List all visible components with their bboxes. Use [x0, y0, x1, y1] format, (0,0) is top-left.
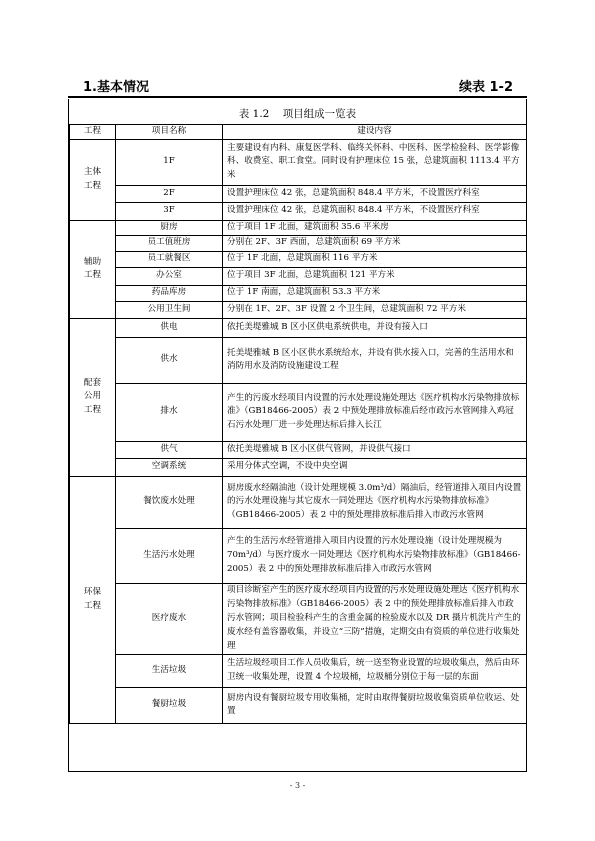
table-row — [70, 441, 527, 458]
item-name-cell: 空调系统 — [116, 458, 223, 476]
column-header: 项目名称 — [116, 125, 223, 140]
table-row — [70, 528, 527, 583]
content-cell: 依托美堤雅城 B 区小区供电系统供电，并设有接入口 — [223, 318, 527, 337]
section-title: 1.基本情况 — [83, 80, 149, 95]
content-cell: 厨房内设有餐厨垃圾专用收集桶，定时由取得餐厨垃圾收集资质单位收运、处置 — [223, 687, 527, 723]
continued-label: 续表 1-2 — [458, 80, 513, 95]
content-cell: 生活垃圾经项目工作人员收集后，统一送至物业设置的垃圾收集点，然后由环卫统一收集处理，设置 4 个垃圾桶，垃圾桶分别位于每一层的东面 — [223, 654, 527, 687]
content-cell: 托美堤雅城 B 区小区供水系统给水，并设有供水接入口，完善的生活用水和消防用水及消防设施建设工程 — [223, 337, 527, 383]
table-row — [70, 139, 527, 185]
table-row — [70, 235, 527, 251]
item-name-cell: 餐厨垃圾 — [116, 687, 223, 723]
item-name-cell: 厨房 — [116, 220, 223, 235]
content-cell: 设置护理床位 42 张，总建筑面积 848.4 平方米，不设置医疗科室 — [223, 202, 527, 220]
content-cell: 产生的生活污水经管道排入项目内设置的污水处理设施（设计处理规模为 70m³/d）与医疗废水一同处理达《医疗机构水污染物排放标准》（GB18466-2005）表 2 中的预处理排放标准后排入市政污水管网 — [223, 528, 527, 583]
table-row — [70, 337, 527, 383]
item-name-cell: 供气 — [116, 441, 223, 458]
item-name-cell: 餐饮废水处理 — [116, 476, 223, 528]
page-number: - 3 - — [289, 781, 306, 790]
content-cell: 位于项目 3F 北面，总建筑面积 121 平方米 — [223, 267, 527, 285]
item-name-cell: 员工值班房 — [116, 235, 223, 251]
item-name-cell: 供水 — [116, 337, 223, 383]
table-row — [70, 654, 527, 687]
table-row — [70, 185, 527, 202]
header-rule — [68, 96, 527, 98]
table-header-row — [70, 125, 527, 140]
content-cell: 产生的污废水经项目内设置的污水处理设施处理达《医疗机构水污染物排放标准》（GB18466-2005）表 2 中预处理排放标准后经市政污水管网排入鸡冠石污水处理厂进一步处理达标后排入长江 — [223, 383, 527, 441]
column-header: 工程 — [70, 125, 116, 140]
item-name-cell: 生活污水处理 — [116, 528, 223, 583]
content-cell: 设置护理床位 42 张，总建筑面积 848.4 平方米，不设置医疗科室 — [223, 185, 527, 202]
table-number: 表 1.2 — [238, 108, 270, 120]
content-cell: 采用分体式空调，不设中央空调 — [223, 458, 527, 476]
table-row — [70, 318, 527, 337]
table-row — [70, 383, 527, 441]
item-name-cell: 公用卫生间 — [116, 301, 223, 318]
content-cell: 位于 1F 北面，总建筑面积 116 平方米 — [223, 251, 527, 267]
content-cell: 位于 1F 南面，总建筑面积 53.3 平方米 — [223, 285, 527, 301]
table-body — [70, 139, 527, 723]
table-row — [70, 583, 527, 654]
table-row — [70, 458, 527, 476]
category-cell: 主体 工程 — [70, 139, 116, 220]
table-row — [70, 202, 527, 220]
item-name-cell: 医疗废水 — [116, 583, 223, 654]
content-cell: 厨房废水经隔油池（设计处理规模 3.0m³/d）隔油后，经管道排入项目内设置的污水处理设施与其它废水一同处理达《医疗机构水污染物排放标准》（GB18466-2005）表 2 中的预处理排放标准后排入市政污水管网 — [223, 476, 527, 528]
content-cell: 位于项目 1F 北面，建筑面积 35.6 平米房 — [223, 220, 527, 235]
project-composition-table — [69, 124, 527, 724]
item-name-cell: 供电 — [116, 318, 223, 337]
content-cell: 依托美堤雅城 B 区小区供气管网，并设供气接口 — [223, 441, 527, 458]
category-cell: 配套 公用 工程 — [70, 318, 116, 476]
item-name-cell: 3F — [116, 202, 223, 220]
column-header: 建设内容 — [223, 125, 527, 140]
content-cell: 项目诊断室产生的医疗废水经项目内设置的污水处理设施处理达《医疗机构水污染物排放标准》（GB18466-2005）表 2 中的预处理排放标准后排入市政污水管网；项目检验科产生的含重金属的检验废水以及 DR 摄片机洗片产生的废水经有盖容器收集，并设立“三防”措施，定期交由有资质的单位进行收集处理 — [223, 583, 527, 654]
item-name-cell: 2F — [116, 185, 223, 202]
item-name-cell: 生活垃圾 — [116, 654, 223, 687]
category-cell: 环保 工程 — [70, 476, 116, 723]
item-name-cell: 员工就餐区 — [116, 251, 223, 267]
category-cell: 辅助 工程 — [70, 220, 116, 318]
table-caption — [69, 106, 526, 121]
content-cell: 分别在 2F、3F 西面，总建筑面积 69 平方米 — [223, 235, 527, 251]
item-name-cell: 办公室 — [116, 267, 223, 285]
table-row — [70, 251, 527, 267]
content-cell: 分别在 1F、2F、3F 设置 2 个卫生间，总建筑面积 72 平方米 — [223, 301, 527, 318]
item-name-cell: 药品库房 — [116, 285, 223, 301]
item-name-cell: 1F — [116, 139, 223, 185]
table-row — [70, 285, 527, 301]
table-row — [70, 687, 527, 723]
table-title: 项目组成一览表 — [282, 108, 357, 120]
item-name-cell: 排水 — [116, 383, 223, 441]
table-row — [70, 476, 527, 528]
table-row — [70, 220, 527, 235]
content-cell: 主要建设有内科、康复医学科、临终关怀科、中医科、医学检验科、医学影像科、收费室、职工食堂。同时设有护理床位 15 张，总建筑面积 1113.4 平方米 — [223, 139, 527, 185]
table-row — [70, 301, 527, 318]
table-row — [70, 267, 527, 285]
